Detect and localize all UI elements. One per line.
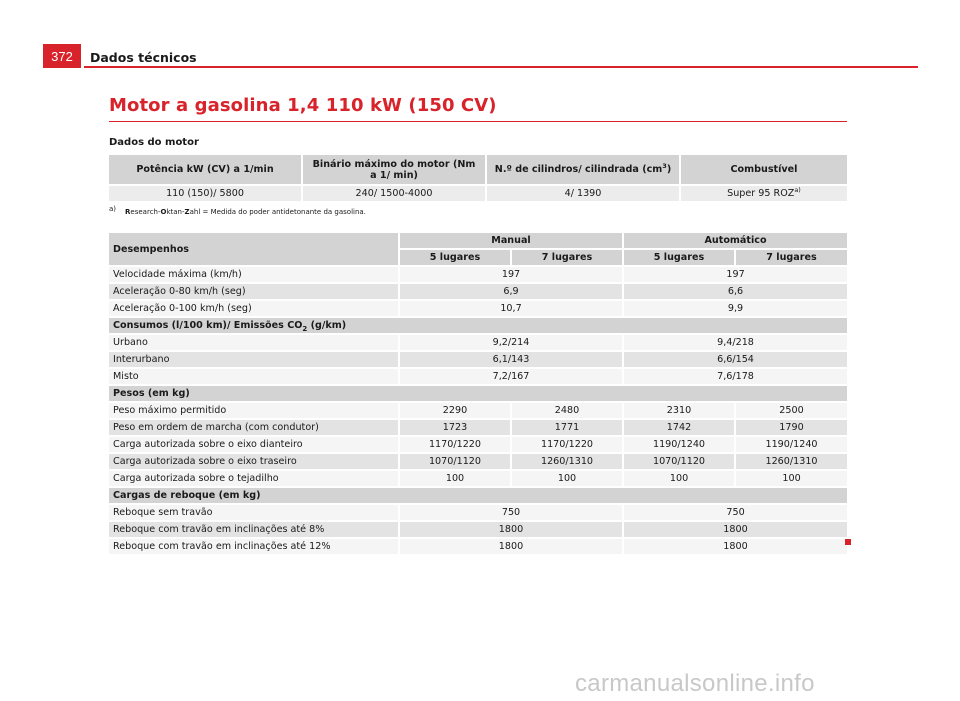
row-label: Reboque sem travão (109, 504, 399, 521)
table-row (109, 283, 847, 300)
consumption-text: Consumos (l/100 km)/ Emissões CO (113, 320, 303, 331)
performance-header-label: Desempenhos (109, 233, 399, 266)
row-label: Peso máximo permitido (109, 402, 399, 419)
auto-value: 750 (623, 504, 847, 521)
auto-value: 6,6/154 (623, 351, 847, 368)
auto-value: 197 (623, 266, 847, 283)
auto-7-value: 100 (735, 470, 847, 487)
row-label: Velocidade máxima (km/h) (109, 266, 399, 283)
co2-subscript: 2 (302, 324, 308, 333)
engine-data-table (109, 155, 847, 201)
table-row (109, 419, 847, 436)
section-title: Motor a gasolina 1,4 110 kW (150 CV) (109, 95, 497, 116)
weights-section-label: Pesos (em kg) (109, 385, 847, 402)
table-row (109, 300, 847, 317)
manual-7-seats-header: 7 lugares (511, 249, 623, 266)
weights-section-row (109, 385, 847, 402)
engine-table-header (109, 155, 847, 185)
auto-value: 9,4/218 (623, 334, 847, 351)
footnote-r: R (125, 208, 131, 216)
footnote-z: Z (184, 208, 190, 216)
watermark: carmanualsonline.info (575, 670, 815, 697)
auto-7-value: 2500 (735, 402, 847, 419)
table-row (109, 504, 847, 521)
table-row (109, 351, 847, 368)
auto-5-value: 100 (623, 470, 735, 487)
footnote-r-rest: esearch- (130, 208, 161, 216)
auto-value: 1800 (623, 538, 847, 555)
manual-value: 10,7 (399, 300, 623, 317)
table-row (109, 453, 847, 470)
manual-5-value: 2290 (399, 402, 511, 419)
auto-5-value: 2310 (623, 402, 735, 419)
fuel-value (680, 185, 847, 201)
row-label: Carga autorizada sobre o eixo traseiro (109, 453, 399, 470)
manual-group-header: Manual (399, 233, 623, 249)
table-row (109, 521, 847, 538)
table-row (109, 402, 847, 419)
footnote-marker: a) (109, 205, 117, 213)
manual-value: 7,2/167 (399, 368, 623, 385)
cubic-superscript: 3 (662, 161, 667, 170)
auto-value: 1800 (623, 521, 847, 538)
cylinders-value: 4/ 1390 (486, 185, 680, 201)
perf-header-row-1 (109, 233, 847, 249)
power-value: 110 (150)/ 5800 (109, 185, 302, 201)
auto-7-value: 1190/1240 (735, 436, 847, 453)
auto-value: 7,6/178 (623, 368, 847, 385)
manual-5-value: 1723 (399, 419, 511, 436)
manual-7-value: 1170/1220 (511, 436, 623, 453)
towing-section-label: Cargas de reboque (em kg) (109, 487, 847, 504)
manual-5-value: 1170/1220 (399, 436, 511, 453)
engine-table-caption: Dados do motor (109, 137, 199, 148)
towing-section-row (109, 487, 847, 504)
fuel-text: Super 95 ROZ (727, 188, 795, 199)
title-divider (109, 121, 847, 122)
fuel-footnote-ref: a) (794, 185, 801, 194)
auto-7-value: 1260/1310 (735, 453, 847, 470)
table-row (109, 538, 847, 555)
table-row (109, 334, 847, 351)
column-header-torque: Binário máximo do motor (Nm a 1/ min) (302, 155, 486, 185)
row-label: Misto (109, 368, 399, 385)
auto-5-value: 1070/1120 (623, 453, 735, 470)
manual-7-value: 2480 (511, 402, 623, 419)
auto-5-value: 1742 (623, 419, 735, 436)
manual-value: 6,9 (399, 283, 623, 300)
manual-7-value: 1260/1310 (511, 453, 623, 470)
table-row (109, 266, 847, 283)
torque-value: 240/ 1500-4000 (302, 185, 486, 201)
row-label: Interurbano (109, 351, 399, 368)
table-row (109, 470, 847, 487)
header-divider (84, 66, 918, 68)
manual-5-value: 1070/1120 (399, 453, 511, 470)
performance-table (109, 233, 847, 556)
consumption-suffix: (g/km) (307, 320, 347, 331)
page-number: 372 (43, 44, 81, 68)
end-of-section-marker (845, 539, 851, 545)
cylinders-header-text: N.º de cilindros/ cilindrada (cm (494, 164, 663, 175)
row-label: Aceleração 0-100 km/h (seg) (109, 300, 399, 317)
manual-value: 9,2/214 (399, 334, 623, 351)
row-label: Carga autorizada sobre o tejadilho (109, 470, 399, 487)
manual-5-value: 100 (399, 470, 511, 487)
manual-value: 197 (399, 266, 623, 283)
auto-5-value: 1190/1240 (623, 436, 735, 453)
auto-5-seats-header: 5 lugares (623, 249, 735, 266)
auto-value: 9,9 (623, 300, 847, 317)
footnote (109, 205, 366, 216)
row-label: Urbano (109, 334, 399, 351)
manual-7-value: 1771 (511, 419, 623, 436)
column-header-fuel: Combustível (680, 155, 847, 185)
manual-5-seats-header: 5 lugares (399, 249, 511, 266)
manual-7-value: 100 (511, 470, 623, 487)
column-header-power: Potência kW (CV) a 1/min (109, 155, 302, 185)
column-header-cylinders (486, 155, 680, 185)
row-label: Peso em ordem de marcha (com condutor) (109, 419, 399, 436)
table-row (109, 368, 847, 385)
cylinders-header-suffix: ) (666, 164, 672, 175)
footnote-o: O (160, 208, 167, 216)
footnote-o-rest: ktan- (166, 208, 185, 216)
auto-value: 6,6 (623, 283, 847, 300)
manual-value: 750 (399, 504, 623, 521)
footnote-z-rest: ahl = Medida do poder antidetonante da gasolina. (189, 208, 366, 216)
chapter-title: Dados técnicos (90, 50, 197, 65)
manual-value: 6,1/143 (399, 351, 623, 368)
table-row (109, 436, 847, 453)
manual-value: 1800 (399, 538, 623, 555)
consumption-section-row (109, 317, 847, 334)
automatic-group-header: Automático (623, 233, 847, 249)
row-label: Reboque com travão em inclinações até 8% (109, 521, 399, 538)
row-label: Carga autorizada sobre o eixo dianteiro (109, 436, 399, 453)
manual-value: 1800 (399, 521, 623, 538)
auto-7-value: 1790 (735, 419, 847, 436)
consumption-section-label (109, 317, 847, 334)
auto-7-seats-header: 7 lugares (735, 249, 847, 266)
row-label: Reboque com travão em inclinações até 12% (109, 538, 399, 555)
engine-table-row (109, 185, 847, 201)
row-label: Aceleração 0-80 km/h (seg) (109, 283, 399, 300)
